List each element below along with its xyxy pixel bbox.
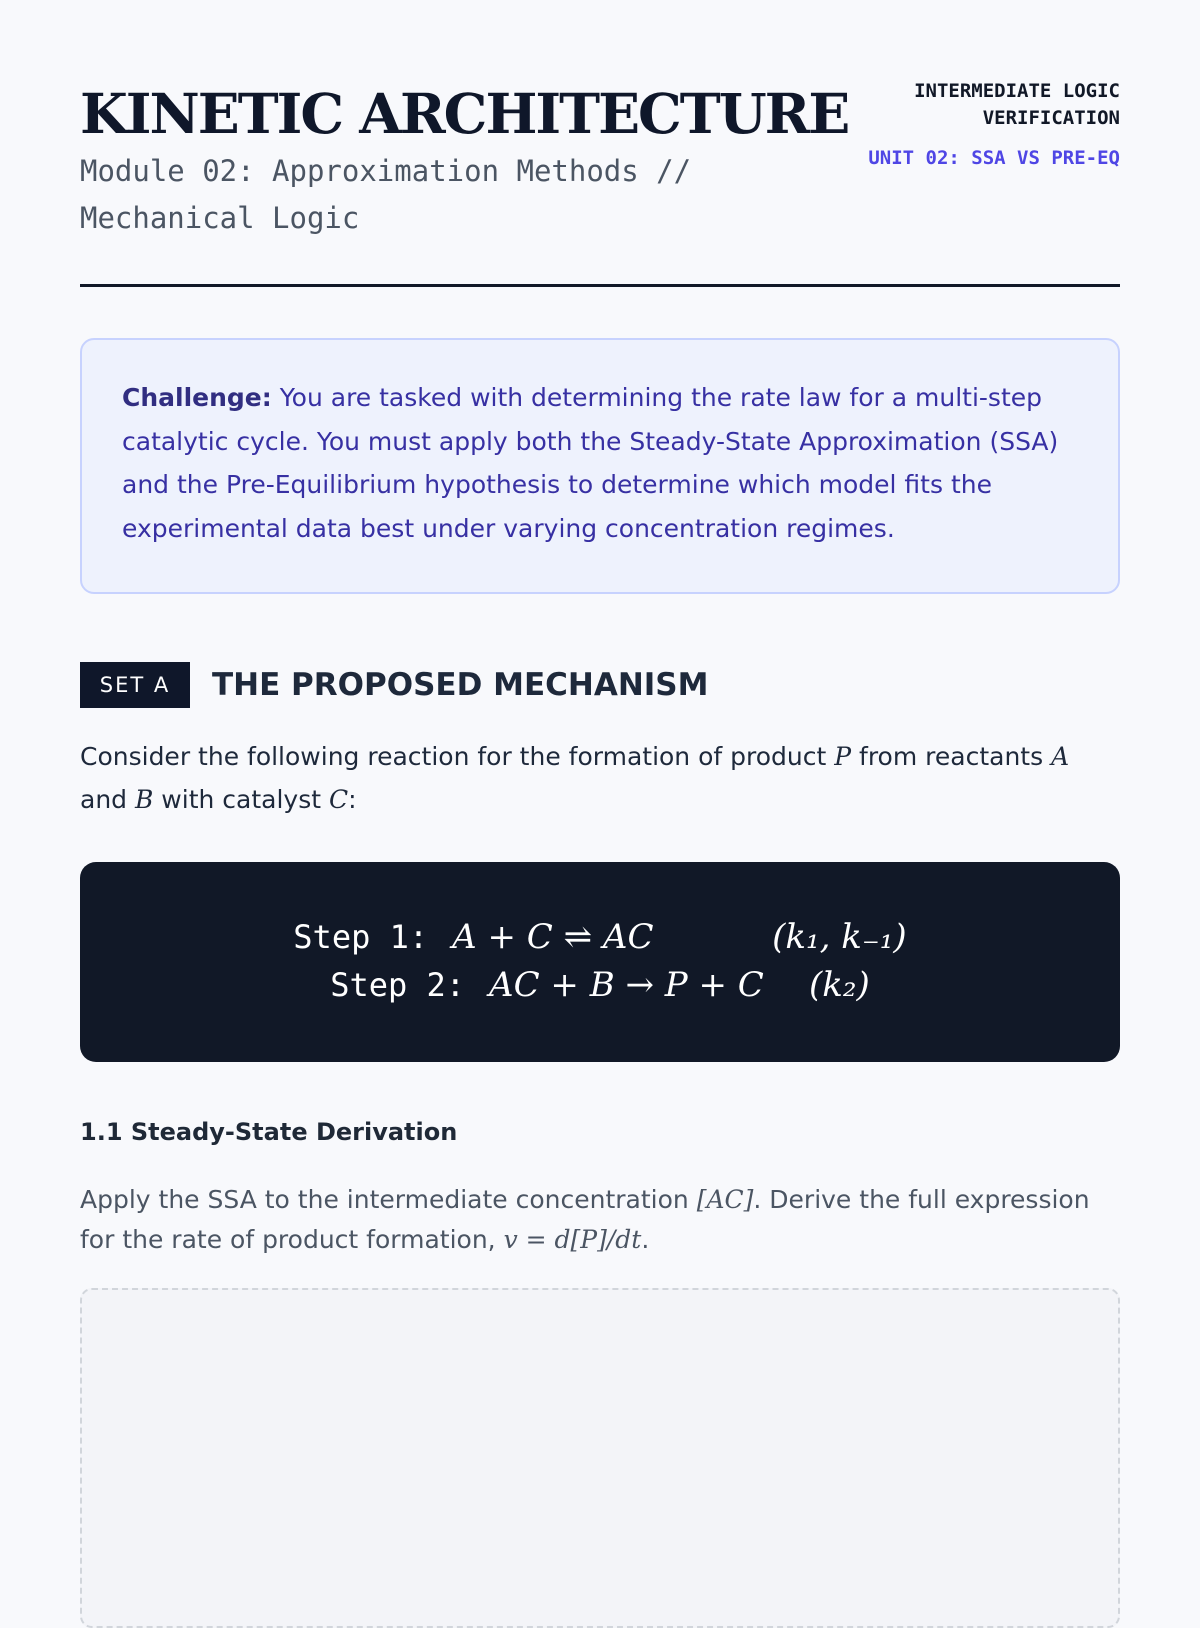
intro-text: and — [80, 785, 135, 814]
page-header — [80, 78, 1120, 287]
rate-constants: (k₁, k₋₁) — [772, 917, 907, 957]
instruction-text: Apply the SSA to the intermediate concentration — [80, 1185, 697, 1214]
intro-text: : — [348, 785, 357, 814]
instruction-text: . Derive the full expression for the rate of product formation, — [80, 1185, 1090, 1254]
mechanism-intro — [80, 735, 1120, 821]
verification-label: INTERMEDIATE LOGIC VERIFICATION — [914, 80, 1120, 129]
intro-text: with catalyst — [153, 785, 329, 814]
answer-area[interactable] — [80, 1288, 1120, 1628]
set-badge: SET A — [80, 662, 190, 708]
step-equation: AC + B → P + C — [489, 965, 764, 1005]
step-label: Step 2: — [330, 966, 466, 1004]
page-title: KINETIC ARCHITECTURE — [80, 81, 849, 146]
challenge-label: Challenge: — [122, 383, 272, 412]
step-equation: A + C ⇌ AC — [452, 917, 654, 957]
catalyst-symbol: C — [329, 785, 349, 814]
subsection-title: 1.1 Steady-State Derivation — [80, 1118, 458, 1146]
challenge-box — [80, 338, 1120, 594]
mechanism-step — [80, 914, 1120, 960]
section-title: THE PROPOSED MECHANISM — [212, 667, 709, 703]
reactant-b-symbol: B — [134, 785, 154, 814]
instruction-text: . — [641, 1225, 650, 1254]
challenge-text: You are tasked with determining the rate law for a multi-step catalytic cycle. You must apply both the Steady-State Approximation (SSA) and the Pre-Equilibrium hypothesis to determine which model fits the experimental data best under varying concentration regimes. — [122, 383, 1059, 543]
intro-text: from reactants — [851, 742, 1052, 771]
intro-text: Consider the following reaction for the formation of product — [80, 742, 835, 771]
module-subtitle: Module 02: Approximation Methods // Mechanical Logic — [80, 154, 692, 235]
unit-tag: UNIT 02: SSA VS PRE-EQ — [868, 147, 1120, 169]
product-symbol: P — [834, 742, 852, 771]
mechanism-box — [80, 862, 1120, 1062]
header-meta — [860, 78, 1120, 172]
subsection-instructions — [80, 1180, 1120, 1260]
step-label: Step 1: — [293, 918, 429, 956]
rate-constants: (k₂) — [809, 965, 870, 1005]
rate-expression: v = d[P]/dt — [503, 1225, 642, 1254]
intermediate-symbol: [AC] — [696, 1185, 754, 1214]
mechanism-step — [80, 962, 1120, 1008]
section-header — [80, 662, 708, 708]
reactant-a-symbol: A — [1051, 742, 1070, 771]
